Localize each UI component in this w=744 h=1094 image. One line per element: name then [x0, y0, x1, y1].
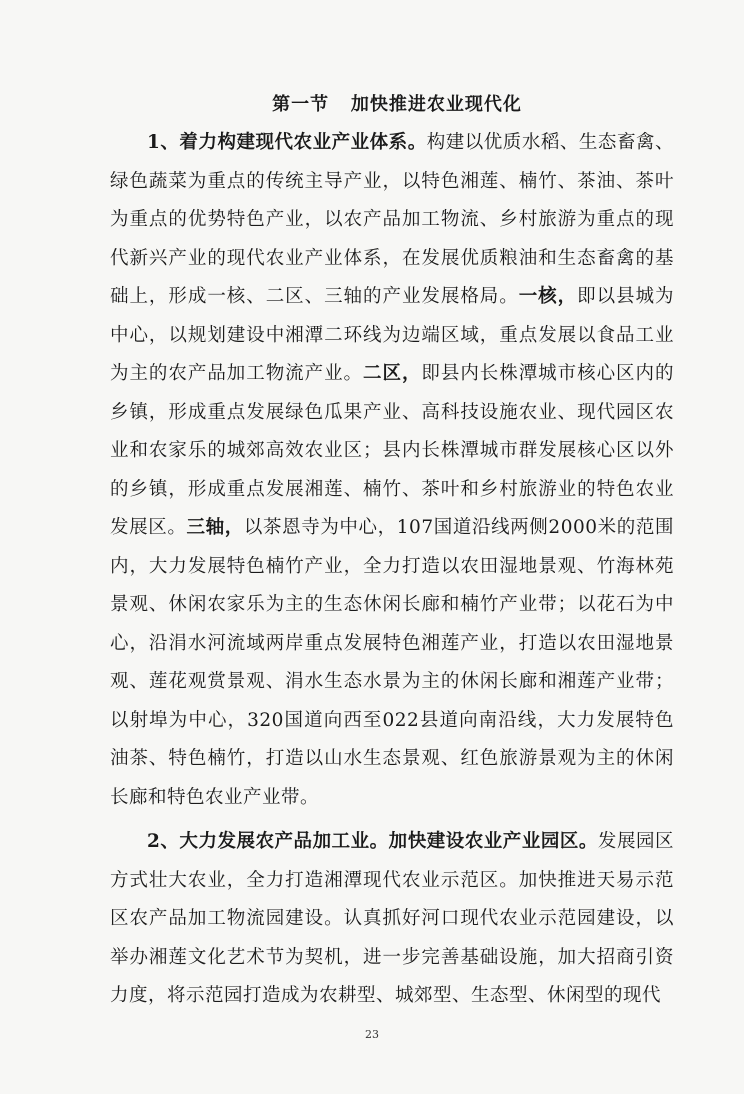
- paragraph-1-text: 构建以优质水稻、生态畜禽、绿色蔬菜为重点的传统主导产业，以特色湘莲、楠竹、茶油、茶叶为重点的优势特色产业，以农产品加工物流、乡村旅游为重点的现代新兴产业的现代农业产业体系，在发展优质粮油和生态畜禽的基础上，形成一核、二区、三轴的产业发展格局。: [110, 132, 674, 307]
- term-erqu: 二区，: [363, 363, 422, 384]
- paragraph-2-heading: 2、大力发展农产品加工业。加快建设农业产业园区。: [147, 831, 598, 852]
- section-title: 第一节 加快推进农业现代化: [272, 94, 522, 115]
- paragraph-1-text: 即以县城为中心，以规划建设中湘潭二环线为边端区域，重点发展以食品工业为主的农产品加工物流产业。: [110, 286, 674, 384]
- paragraph-2: [110, 823, 674, 1016]
- paragraph-1: [110, 124, 674, 817]
- term-sanzhou: 三轴，: [186, 517, 244, 538]
- paragraph-1-text: 即县内长株潭城市核心区内的乡镇，形成重点发展绿色瓜果产业、高科技设施农业、现代园区农业和农家乐的城郊高效农业区；县内长株潭城市群发展核心区以外的乡镇，形成重点发展湘莲、楠竹、茶叶和乡村旅游业的特色农业发展区。: [110, 363, 674, 538]
- paragraph-2-text: 发展园区方式壮大农业，全力打造湘潭现代农业示范区。加快推进天易示范区农产品加工物流园建设。认真抓好河口现代农业示范园建设，以举办湘莲文化艺术节为契机，进一步完善基础设施，加大招商引资力度，将示范园打造成为农耕型、城郊型、生态型、休闲型的现代: [110, 831, 674, 1006]
- term-yihe: 一核，: [518, 286, 578, 307]
- page-number: 23: [365, 1028, 379, 1041]
- paragraph-1-heading: 1、着力构建现代农业产业体系。: [147, 132, 427, 153]
- paragraph-1-text: 以茶恩寺为中心，107国道沿线两侧2000米的范围内，大力发展特色楠竹产业，全力打造以农田湿地景观、竹海林苑景观、休闲农家乐为主的生态休闲长廊和楠竹产业带；以花石为中心，沿涓水河流域两岸重点发展特色湘莲产业，打造以农田湿地景观、莲花观赏景观、涓水生态水景为主的休闲长廊和湘莲产业带；以射埠为中心，320国道向西至022县道向南沿线，大力发展特色油茶、特色楠竹，打造以山水生态景观、红色旅游景观为主的休闲长廊和特色农业产业带。: [110, 517, 674, 808]
